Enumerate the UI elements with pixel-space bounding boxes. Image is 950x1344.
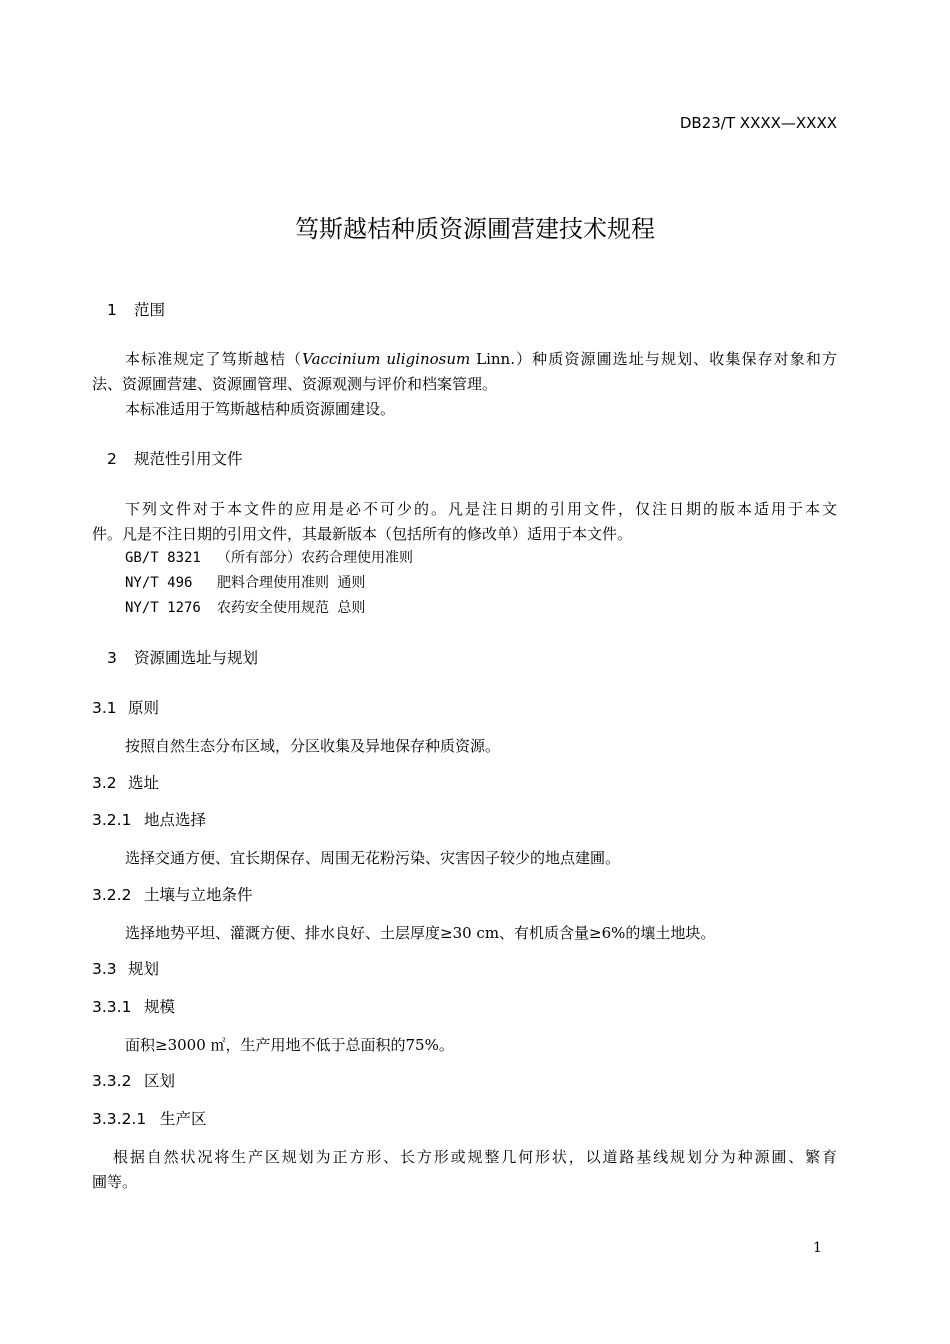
section-3-2-1-text: 选择交通方便、宜长期保存、周围无花粉污染、灾害因子较少的地点建圃。 — [125, 849, 621, 867]
reference-item: GB/T 8321 （所有部分）农药合理使用准则 — [125, 550, 413, 566]
section-3-heading: 3 资源圃选址与规划 — [107, 649, 259, 667]
reference-item: NY/T 1276 农药安全使用规范 总则 — [125, 600, 366, 616]
document-code: DB23/T XXXX—XXXX — [679, 114, 837, 132]
section-3-1-heading: 3.1 原则 — [92, 699, 160, 717]
section-1-paragraph-1a: 本标准规定了笃斯越桔（Vaccinium uliginosum Linn.）种质资源圃选址与规划、收集保存对象和方 — [125, 350, 837, 368]
section-1-paragraph-2: 本标准适用于笃斯越桔种质资源圃建设。 — [125, 400, 396, 418]
section-2-paragraph-a: 下列文件对于本文件的应用是必不可少的。凡是注日期的引用文件，仅注日期的版本适用于本文 — [125, 500, 837, 518]
section-3-3-1-heading: 3.3.1 规模 — [92, 998, 176, 1016]
section-3-2-2-text: 选择地势平坦、灌溉方便、排水良好、土层厚度≥30 cm、有机质含量≥6%的壤土地块。 — [125, 924, 716, 942]
section-3-2-1-heading: 3.2.1 地点选择 — [92, 811, 207, 829]
section-2-heading: 2 规范性引用文件 — [107, 450, 243, 468]
section-3-2-2-heading: 3.2.2 土壤与立地条件 — [92, 886, 253, 904]
section-3-3-2-heading: 3.3.2 区划 — [92, 1072, 176, 1090]
section-3-3-heading: 3.3 规划 — [92, 960, 160, 978]
section-2-paragraph-b: 件。凡是不注日期的引用文件，其最新版本（包括所有的修改单）适用于本文件。 — [92, 525, 633, 543]
section-3-2-heading: 3.2 选址 — [92, 774, 160, 792]
page-title: 笃斯越桔种质资源圃营建技术规程 — [295, 215, 655, 243]
section-3-3-2-1-text-a: 根据自然状况将生产区规划为正方形、长方形或规整几何形状，以道路基线规划分为种源圃、繁育 — [113, 1148, 837, 1166]
page-number: 1 — [813, 1240, 822, 1256]
section-1-paragraph-1b: 法、资源圃营建、资源圃管理、资源观测与评价和档案管理。 — [92, 375, 498, 393]
section-1-heading: 1 范围 — [107, 301, 166, 319]
section-3-1-text: 按照自然生态分布区域，分区收集及异地保存种质资源。 — [125, 737, 501, 755]
section-3-3-2-1-text-b: 圃等。 — [92, 1173, 138, 1191]
reference-item: NY/T 496 肥料合理使用准则 通则 — [125, 575, 366, 591]
section-3-3-2-1-heading: 3.3.2.1 生产区 — [92, 1110, 207, 1128]
section-3-3-1-text: 面积≥3000 ㎡，生产用地不低于总面积的75%。 — [125, 1036, 454, 1054]
